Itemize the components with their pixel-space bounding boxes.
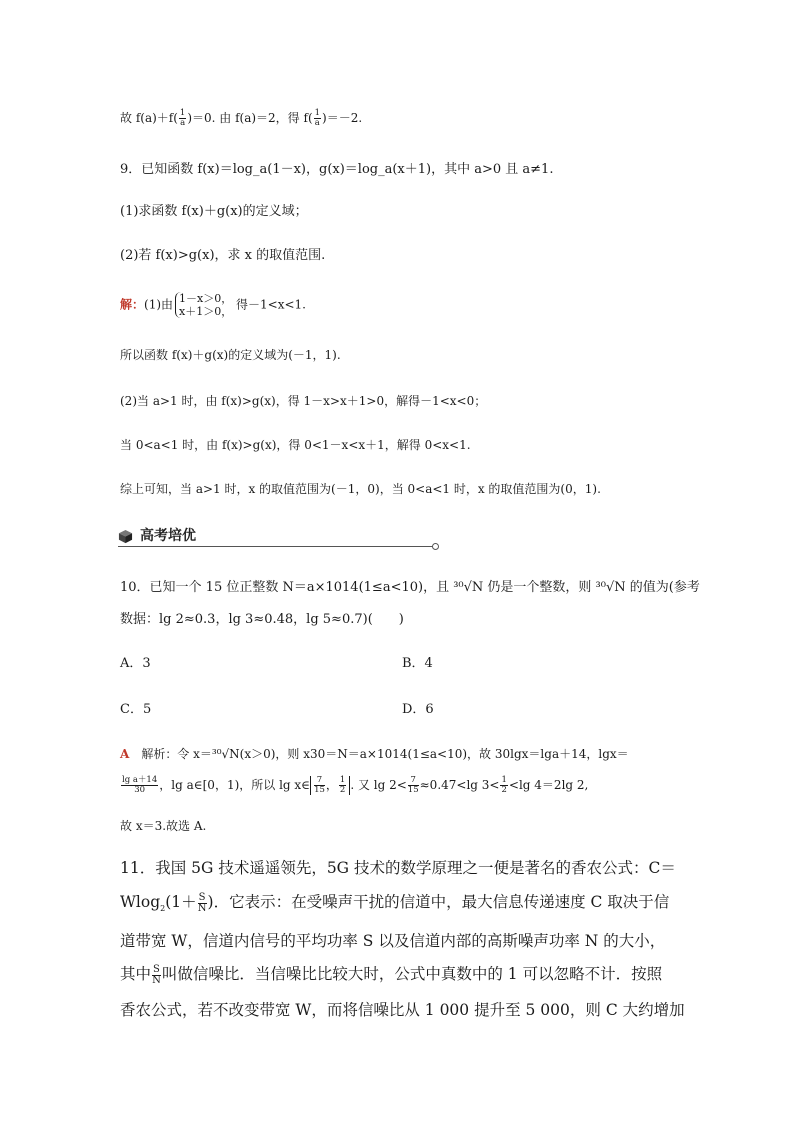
q10-option-d: D．6 bbox=[402, 702, 434, 717]
q11-line3: 道带宽 W，信道内信号的平均功率 S 以及信道内部的高斯噪声功率 N 的大小， bbox=[120, 932, 666, 950]
q10-option-b: B．4 bbox=[402, 656, 433, 671]
q9-solution-line3: (2)当 a>1 时，由 f(x)>g(x)，得 1－x>x＋1>0，解得－1<x<0； bbox=[120, 394, 487, 408]
cube-icon bbox=[118, 529, 133, 544]
q10-option-c: C．5 bbox=[120, 702, 152, 717]
q9-solution-line1: 解：(1)由 1－x＞0， x＋1＞0， 得－1<x<1. bbox=[120, 292, 306, 318]
section-rule bbox=[118, 546, 434, 547]
section-header bbox=[118, 527, 438, 547]
q11-line5: 香农公式，若不改变带宽 W，而将信噪比从 1 000 提升至 5 000，则 C 大约增加 bbox=[120, 1001, 685, 1019]
solution-line-prev: 故 f(a)＋f( $\frac{1}{a}$ )＝0. 由 f(a)＝2，得 f( $\frac{1}{a}$ )＝－2. bbox=[120, 108, 363, 128]
q10-option-a: A．3 bbox=[120, 656, 151, 671]
fraction: $\frac{\text{lg a＋14}}{30}$ bbox=[122, 775, 158, 795]
q11-line2: Wlog$_2$(1＋ $\frac{S}{N}$ )．它表示：在受噪声干扰的信道中，最大信息传递速度 C 取决于信 bbox=[120, 891, 670, 914]
equation-system: 1－x＞0， x＋1＞0， bbox=[175, 292, 232, 318]
q9-solution-line5: 综上可知，当 a>1 时，x 的取值范围为(－1，0)，当 0<a<1 时，x 的取值范围为(0，1). bbox=[120, 482, 601, 496]
q10-solution-line1: A 解析：令 x＝³⁰√N(x＞0)，则 x30＝N＝a×1014(1≤a<10)，故 30lgx＝lga＋14，lgx＝ bbox=[120, 747, 629, 761]
fraction: $\frac{1}{a}$ bbox=[179, 108, 186, 128]
q9-solution-line4: 当 0<a<1 时，由 f(x)>g(x)，得 0<1－x<x＋1，解得 0<x<1. bbox=[120, 438, 471, 452]
q10-stem-line2: 数据：lg 2≈0.3，lg 3≈0.48，lg 5≈0.7)( ) bbox=[120, 612, 404, 627]
q11-line1: 11．我国 5G 技术遥遥领先，5G 技术的数学原理之一便是著名的香农公式：C＝ bbox=[120, 859, 676, 877]
interval: $\frac{7}{15}$ ， $\frac{1}{2}$ bbox=[310, 776, 350, 795]
q10-solution-line3: 故 x＝3.故选 A. bbox=[120, 819, 207, 833]
q9-part2: (2)若 f(x)>g(x)，求 x 的取值范围. bbox=[120, 248, 326, 263]
q9-part1: (1)求函数 f(x)＋g(x)的定义域； bbox=[120, 204, 308, 219]
q10-solution-line2: $\frac{\text{lg a＋14}}{30}$ ，lg a∈[0，1)，所以 lg x∈ $\frac{7}{15}$ ， $\frac{1}{2}$ . 又 lg 2< $\frac{7}{15}$ ≈0.47<lg 3< $\frac{1}{2}$ <lg 4＝2lg 2, bbox=[122, 775, 589, 795]
q10-stem-line1: 10．已知一个 15 位正整数 N＝a×1014(1≤a<10)，且 ³⁰√N 仍是一个整数，则 ³⁰√N 的值为(参考 bbox=[120, 580, 700, 595]
fraction: $\frac{1}{a}$ bbox=[314, 108, 321, 128]
section-rule-dot bbox=[432, 543, 439, 550]
q9-stem: 9．已知函数 f(x)＝log_a(1－x)，g(x)＝log_a(x＋1)，其中 a>0 且 a≠1. bbox=[120, 162, 554, 177]
section-title: 高考培优 bbox=[140, 528, 196, 544]
q11-line4: 其中 $\frac{S}{N}$ 叫做信噪比．当信噪比比较大时，公式中真数中的 1 可以忽略不计．按照 bbox=[120, 963, 663, 986]
q9-solution-line2: 所以函数 f(x)＋g(x)的定义域为(－1，1). bbox=[120, 348, 341, 362]
solution-label: 解： bbox=[120, 297, 145, 312]
answer-label: A bbox=[120, 747, 130, 761]
